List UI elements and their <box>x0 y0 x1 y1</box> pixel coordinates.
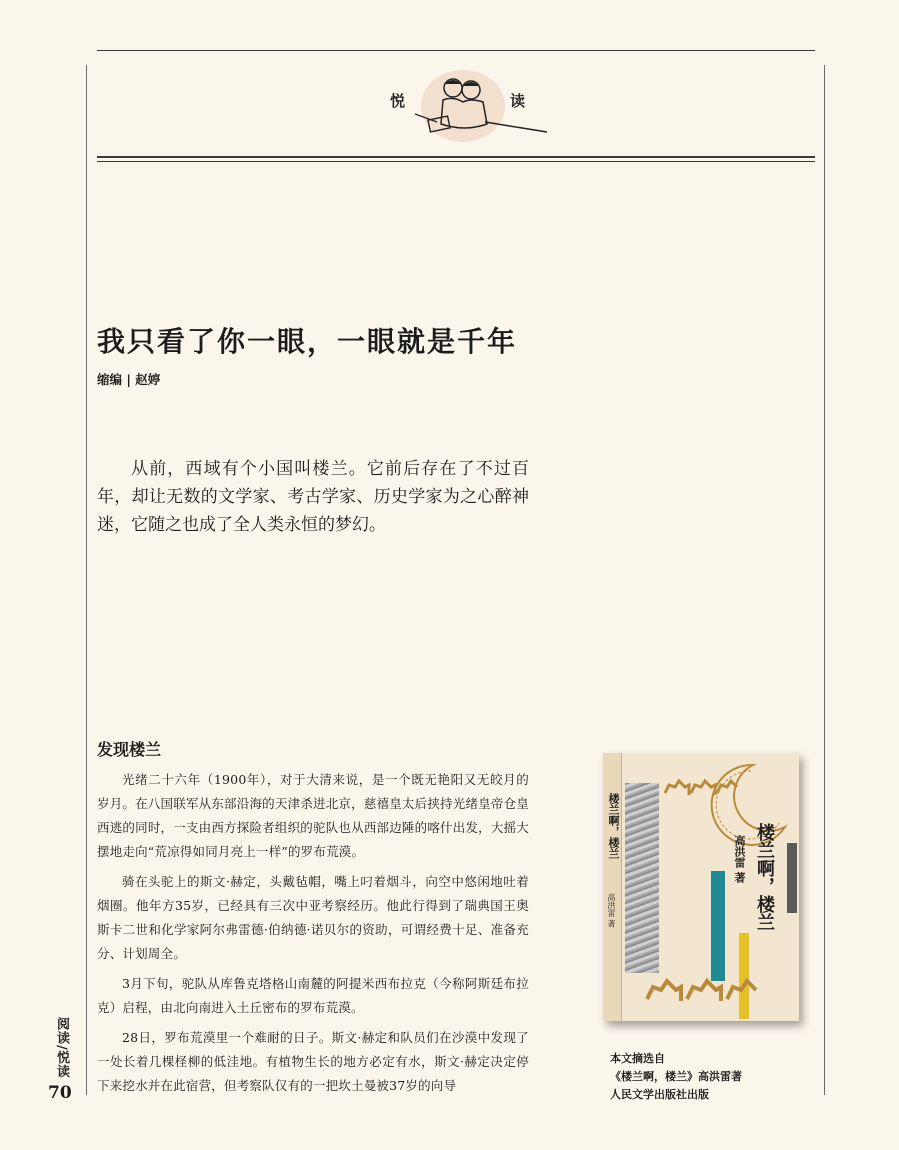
body-paragraph: 光绪二十六年（1900年），对于大清来说，是一个既无艳阳又无皎月的岁月。在八国联军从东部沿海的天津杀进北京，慈禧皇太后挟持光绪皇帝仓皇西逃的同时，一支由西方探险者组织的驼队也从西部边陲的喀什出发，大摇大摆地走向“荒凉得如同月亮上一样”的罗布荒漠。 <box>97 772 529 859</box>
body-paragraph: 骑在头驼上的斯文·赫定，头戴毡帽，嘴上叼着烟斗，向空中悠闲地吐着烟圈。他年方35岁，已经具有三次中亚考察经历。他此行得到了瑞典国王奥斯卡二世和化学家阿尔弗雷德·伯纳德·诺贝尔的资助，可谓经费十足、准备充分、计划周全。 <box>97 874 529 961</box>
spine-title: 楼兰啊，楼兰 <box>607 793 620 859</box>
magazine-side-label: 阅读/悦读 <box>54 1017 69 1079</box>
header-double-rule-top <box>97 156 815 158</box>
right-margin-rule <box>824 65 825 1095</box>
article-title: 我只看了你一眼，一眼就是千年 <box>97 325 518 358</box>
top-rule <box>97 50 815 51</box>
header-double-rule-bottom <box>97 161 815 162</box>
section-heading: 发现楼兰 <box>97 740 162 759</box>
spine-author: 高洪雷 著 <box>607 893 616 928</box>
book-caption <box>610 1050 742 1104</box>
cover-spine <box>603 753 622 1021</box>
caption-line: 人民文学出版社出版 <box>610 1088 709 1101</box>
cover-rock-texture <box>625 783 659 973</box>
cover-author: 高洪雷 著 <box>733 835 746 883</box>
section-header <box>360 62 560 146</box>
body-text <box>97 768 529 1104</box>
reading-children-icon <box>415 66 550 144</box>
left-margin-rule <box>86 65 87 1095</box>
cover-dark-strip <box>787 843 797 913</box>
section-label-right: 读 <box>510 92 527 110</box>
caption-line: 《楼兰啊，楼兰》高洪雷著 <box>610 1070 742 1083</box>
body-paragraph: 28日，罗布荒漠里一个难耐的日子。斯文·赫定和队员们在沙漠中发现了一处长着几棵柽柳的低洼地。有植物生长的地方必定有水，斯文·赫定决定停下来挖水并在此宿营，但考察队仅有的一把坎土曼被37岁的向导 <box>97 1030 529 1093</box>
section-label-left: 悦 <box>390 92 407 110</box>
lead-paragraph: 从前，西域有个小国叫楼兰。它前后存在了不过百年，却让无数的文学家、考古学家、历史学家为之心醉神迷，它随之也成了全人类永恒的梦幻。 <box>97 459 529 535</box>
byline: 缩编 | 赵婷 <box>97 372 161 387</box>
caption-line: 本文摘选自 <box>610 1052 665 1065</box>
page-number: 70 <box>48 1083 72 1103</box>
camel-caravan-top <box>661 771 741 801</box>
cover-title: 楼兰啊，楼兰 <box>754 823 775 931</box>
book-cover-image <box>603 753 799 1021</box>
body-paragraph: 3月下旬，驼队从库鲁克塔格山南麓的阿提米西布拉克（今称阿斯廷布拉克）启程，由北向南进入土丘密布的罗布荒漠。 <box>97 976 529 1015</box>
camel-caravan-bottom <box>643 965 763 1009</box>
